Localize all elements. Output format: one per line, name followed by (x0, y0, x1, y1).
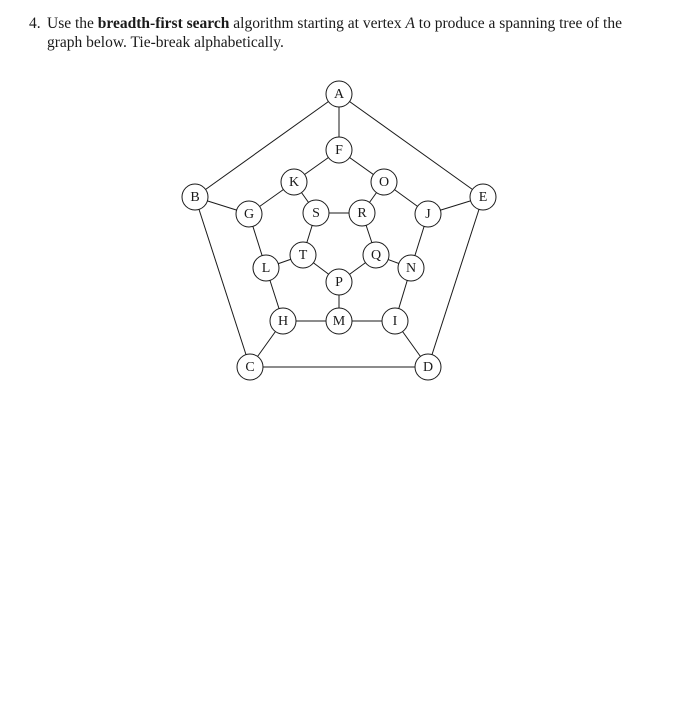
vertex-r (349, 200, 375, 226)
vertex-label: G (243, 207, 255, 222)
vertex-label: L (261, 261, 271, 276)
vertex-label: Q (370, 248, 382, 263)
vertex-d (415, 354, 441, 380)
vertex-label: N (405, 261, 417, 276)
vertex-e (470, 184, 496, 210)
vertex-label: S (312, 206, 320, 221)
vertex-g (236, 201, 262, 227)
vertex-k (281, 169, 307, 195)
vertex-label: E (478, 190, 488, 205)
vertex-p (326, 269, 352, 295)
vertex-label: H (277, 314, 289, 329)
vertex-a (326, 81, 352, 107)
vertex-label: C (245, 360, 255, 375)
vertex-n (398, 255, 424, 281)
vertex-label: M (332, 314, 346, 329)
edge-a-b (195, 94, 339, 197)
start-vertex: A (405, 15, 415, 32)
edge-a-e (339, 94, 483, 197)
vertex-c (237, 354, 263, 380)
vertex-label: K (288, 175, 300, 190)
vertex-label: T (298, 248, 308, 263)
vertex-h (270, 308, 296, 334)
vertex-l (253, 255, 279, 281)
problem-number: 4. (29, 15, 41, 32)
vertex-i (382, 308, 408, 334)
vertex-m (326, 308, 352, 334)
vertex-q (363, 242, 389, 268)
vertex-s (303, 200, 329, 226)
bold-phrase: breadth-first search (97, 15, 230, 32)
text-middle: algorithm starting at vertex (229, 15, 406, 32)
vertex-j (415, 201, 441, 227)
vertex-label: I (392, 314, 398, 329)
vertex-label: J (425, 207, 431, 222)
vertex-label: R (357, 206, 367, 221)
vertex-b (182, 184, 208, 210)
vertex-t (290, 242, 316, 268)
vertex-o (371, 169, 397, 195)
text-before: Use the (47, 15, 98, 32)
vertex-label: P (335, 275, 343, 290)
vertex-label: A (333, 87, 345, 102)
vertex-f (326, 137, 352, 163)
vertex-label: D (422, 360, 434, 375)
vertex-label: O (378, 175, 390, 190)
vertex-label: B (190, 190, 200, 205)
vertex-label: F (335, 143, 343, 158)
text-after: to produce a spanning tree of the graph below. Tie-break alphabetically. (47, 15, 622, 51)
